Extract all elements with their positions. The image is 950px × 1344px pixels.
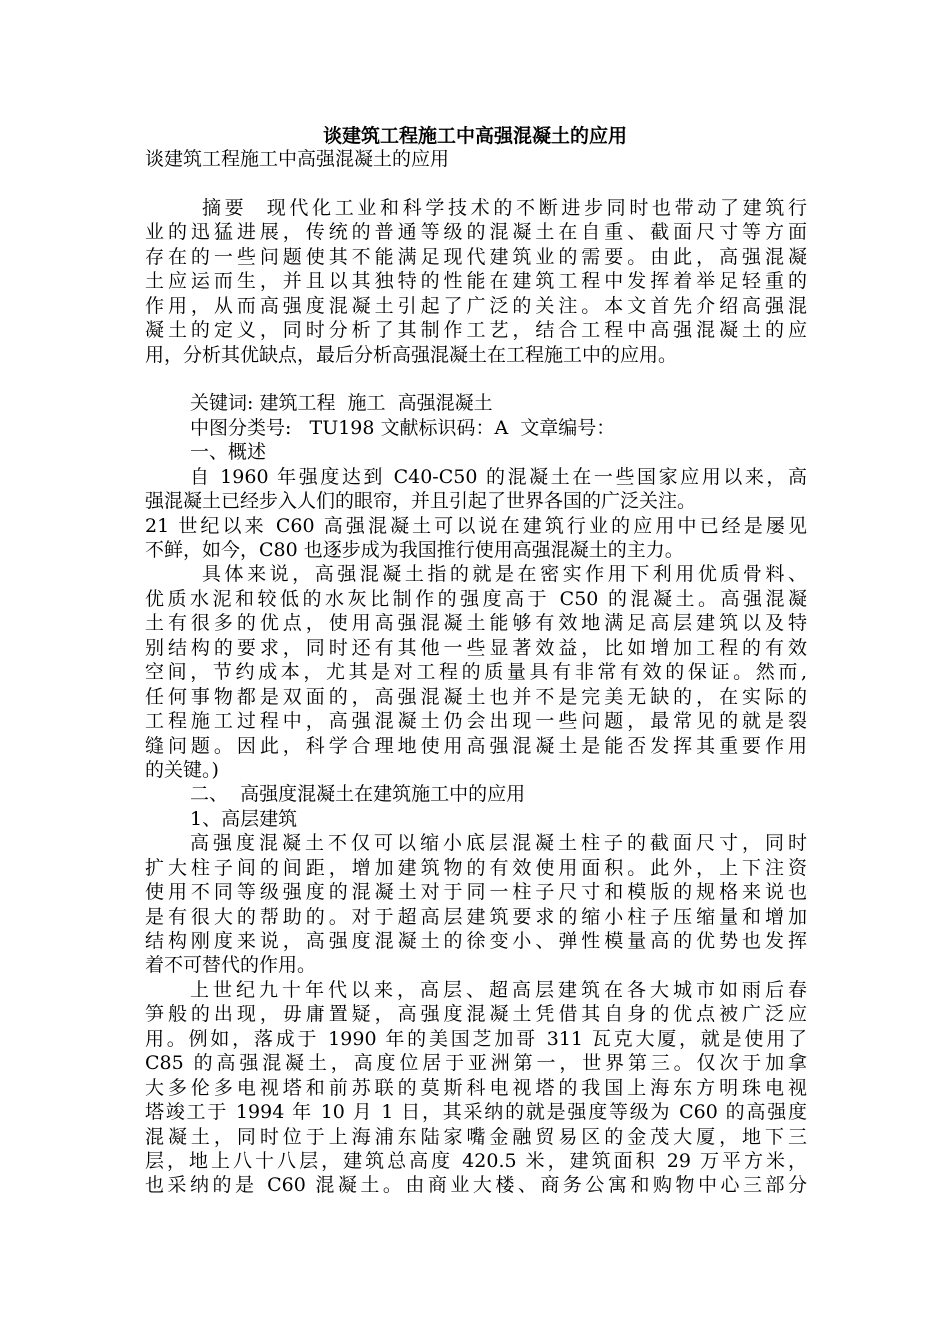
text-line: 1、高层建筑: [190, 807, 298, 830]
text-line: 土有很多的优点，使用高强混凝土能够有效地满足高层建筑以及特: [145, 612, 807, 635]
text-line: 优质水泥和较低的水灰比制作的强度高于 C50 的混凝土。高强混凝: [145, 587, 807, 610]
text-line: 使用不同等级强度的混凝土对于同一柱子尺寸和模版的规格来说也: [145, 881, 807, 904]
text-line: 塔竣工于 1994 年 10 月 1 日，其采纳的就是强度等级为 C60 的高强度: [145, 1101, 807, 1124]
text-line: 笋般的出现，毋庸置疑，高强度混凝土凭借其自身的优点被广泛应: [145, 1003, 807, 1026]
text-line: 一、概述: [190, 441, 267, 464]
text-line: 空间，节约成本，尤其是对工程的质量具有非常有效的保证。然而,: [145, 661, 807, 684]
text-line: 摘要 现代化工业和科学技术的不断进步同时也带动了建筑行: [202, 196, 807, 219]
text-line: 不鲜，如今，C80 也逐步成为我国推行使用高强混凝土的主力。: [145, 539, 684, 561]
text-line: 用。例如，落成于 1990 年的美国芝加哥 311 瓦克大厦，就是使用了: [145, 1027, 807, 1050]
text-line: 中图分类号: TU198 文献标识码：A 文章编号：: [190, 416, 616, 439]
document-body: [145, 147, 807, 1198]
text-line: 是有很大的帮助的。对于超高层建筑要求的缩小柱子压缩量和增加: [145, 905, 807, 928]
text-line: 的关键。): [145, 758, 219, 781]
text-line: 凝土的定义，同时分析了其制作工艺，结合工程中高强混凝土的应: [145, 319, 807, 342]
text-line: 21 世纪以来 C60 高强混凝土可以说在建筑行业的应用中已经是屡见: [145, 514, 807, 537]
text-line: 任何事物都是双面的，高强混凝土也并不是完美无缺的，在实际的: [145, 685, 807, 708]
text-line: 强混凝土已经步入人们的眼帘，并且引起了世界各国的广泛关注。: [145, 490, 697, 513]
text-line: 二、 高强度混凝土在建筑施工中的应用: [190, 783, 526, 806]
text-line: 具体来说，高强混凝土指的就是在密实作用下利用优质骨料、: [202, 563, 807, 586]
text-line: 关键词: 建筑工程 施工 高强混凝土: [190, 392, 493, 415]
text-line: 土应运而生，并且以其独特的性能在建筑工程中发挥着举足轻重的: [145, 270, 807, 293]
text-line: 缝问题。因此，科学合理地使用高强混凝土是能否发挥其重要作用: [145, 734, 807, 757]
text-line: 工程施工过程中，高强混凝土仍会出现一些问题，最常见的就是裂: [145, 710, 807, 733]
text-line: 别结构的要求，同时还有其他一些显著效益，比如增加工程的有效: [145, 636, 807, 659]
text-line: 着不可替代的作用。: [145, 954, 317, 977]
text-line: 大多伦多电视塔和前苏联的莫斯科电视塔的我国上海东方明珠电视: [145, 1076, 807, 1099]
text-line: 混凝土，同时位于上海浦东陆家嘴金融贸易区的金茂大厦，地下三: [145, 1125, 807, 1148]
text-line: 谈建筑工程施工中高强混凝土的应用: [145, 148, 450, 170]
text-line: 上世纪九十年代以来，高层、超高层建筑在各大城市如雨后春: [190, 978, 807, 1001]
blank-line: [145, 171, 807, 195]
text-line: 扩大柱子间的间距，增加建筑物的有效使用面积。此外，上下注资: [145, 856, 807, 879]
text-line: 也采纳的是 C60 混凝土。由商业大楼、商务公寓和购物中心三部分: [145, 1174, 807, 1197]
text-line: 作用，从而高强度混凝土引起了广泛的关注。本文首先介绍高强混: [145, 294, 807, 317]
text-line: C85 的高强混凝土，高度位居于亚洲第一，世界第三。仅次于加拿: [145, 1052, 807, 1075]
text-line: 层，地上八十八层，建筑总高度 420.5 米，建筑面积 29 万平方米，: [145, 1149, 807, 1172]
document-title: 谈建筑工程施工中高强混凝土的应用: [322, 125, 627, 147]
text-line: 用，分析其优缺点，最后分析高强混凝土在工程施工中的应用。: [145, 343, 678, 366]
text-line: 高强度混凝土不仅可以缩小底层混凝土柱子的截面尺寸，同时: [190, 832, 807, 855]
text-line: 结构刚度来说，高强度混凝土的徐变小、弹性模量高的优势也发挥: [145, 930, 807, 952]
blank-line: [145, 367, 807, 391]
text-line: 自 1960 年强度达到 C40-C50 的混凝土在一些国家应用以来，高: [190, 465, 807, 488]
text-line: 业的迅猛进展，传统的普通等级的混凝土在自重、截面尺寸等方面: [145, 221, 807, 244]
text-line: 存在的一些问题使其不能满足现代建筑业的需要。由此，高强混凝: [145, 245, 807, 268]
